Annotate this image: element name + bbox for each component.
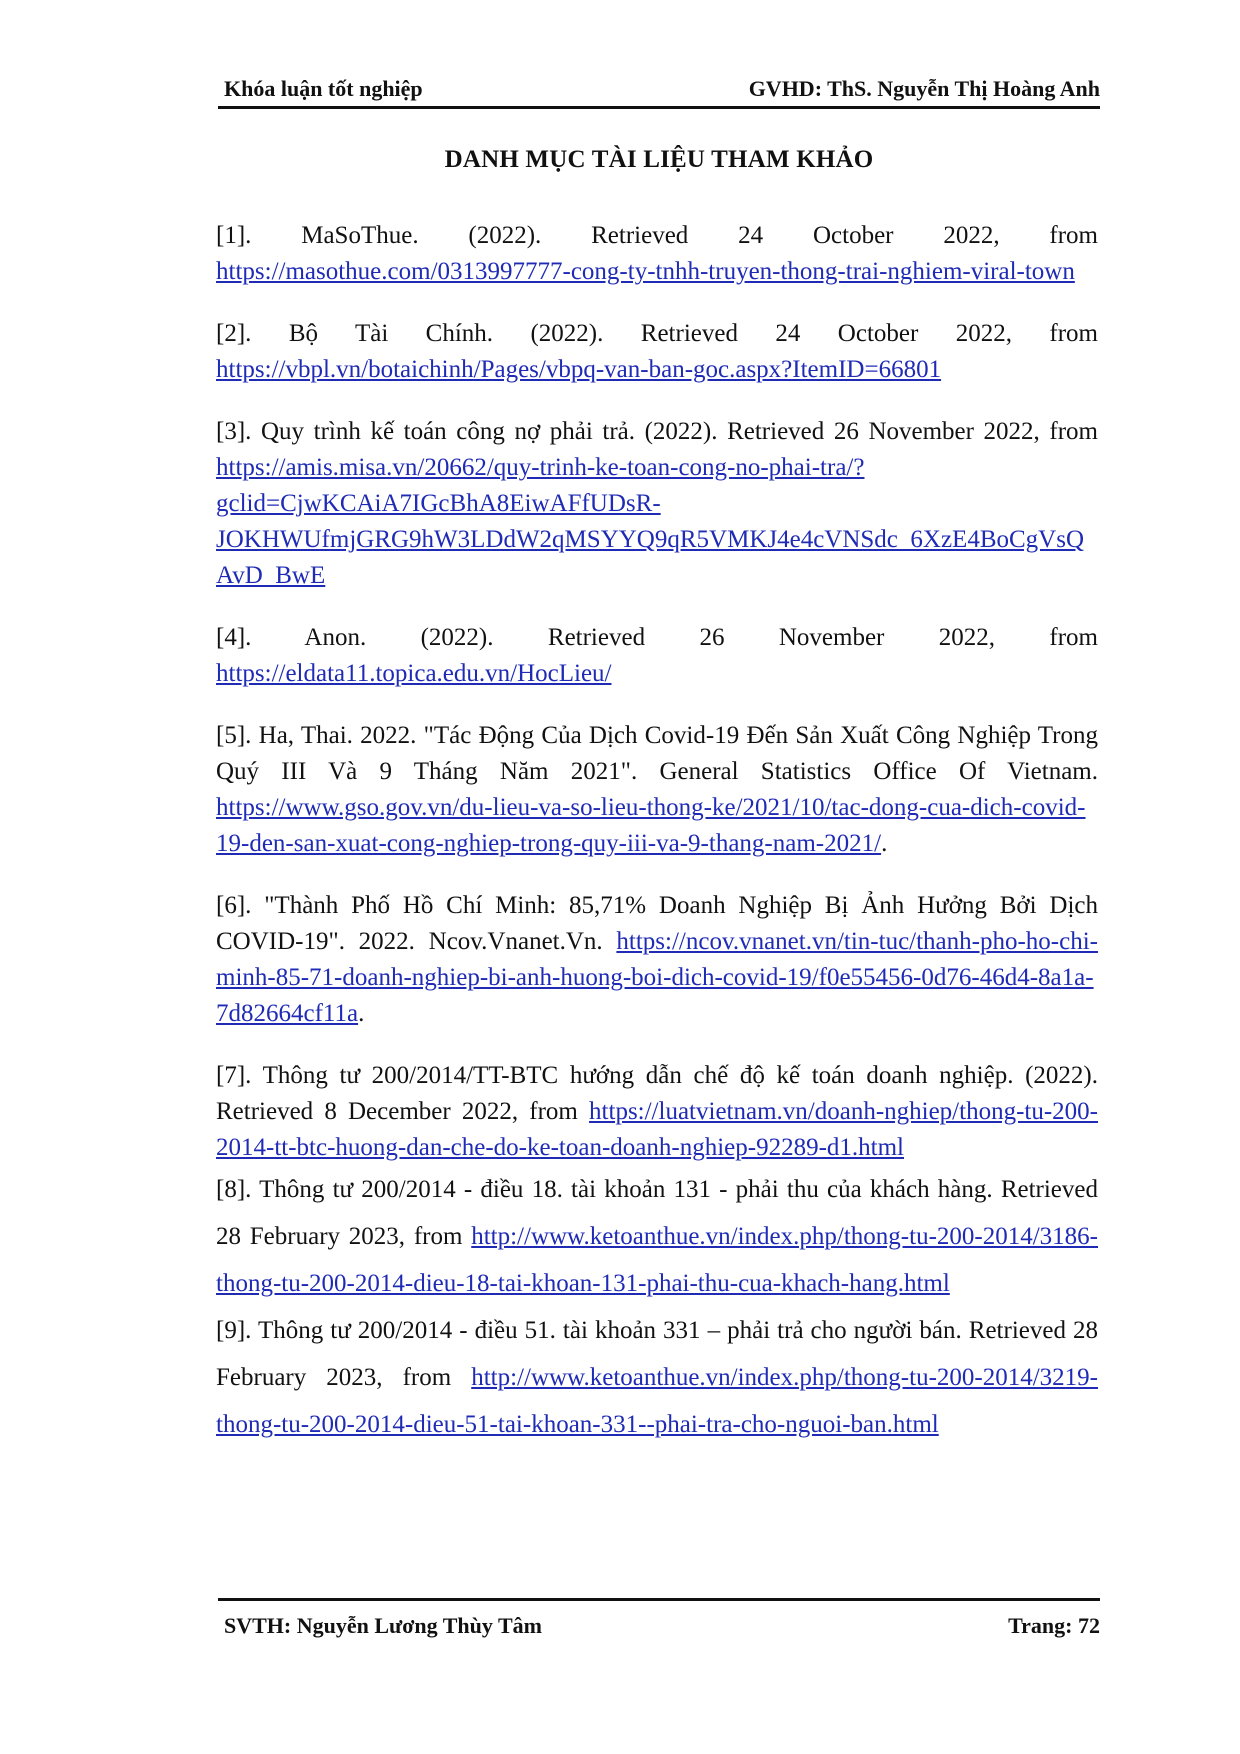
reference-text: [5]. Ha, Thai. 2022. "Tác Động Của Dịch Covid-19 Đến Sản Xuất Công Nghiệp Trong Quý III Và 9 Tháng Năm 2021". General Statistics Office Of Vietnam. <box>216 722 1098 785</box>
reference-item-9 <box>216 1307 1098 1448</box>
reference-text: [7]. Thông tư 200/2014/TT-BTC hướng dẫn chế độ kế toán doanh nghiệp. (2022). Retrieved 8 December 2022, from <box>216 1062 1098 1125</box>
reference-text: [4]. Anon. (2022). Retrieved 26 November 2022, from <box>216 624 1098 651</box>
reference-list <box>216 218 1098 1448</box>
header-advisor: GVHD: ThS. Nguyễn Thị Hoàng Anh <box>748 76 1100 101</box>
reference-item-6 <box>216 888 1098 1032</box>
reference-link[interactable]: https://ncov.vnanet.vn/tin-tuc/thanh-pho-ho-chi-minh-85-71-doanh-nghiep-bi-anh-huong-boi-dich-covid-19/f0e55456-0d76-46d4-8a1a-7d82664cf11a <box>216 928 1098 1027</box>
page-footer <box>218 1598 1100 1641</box>
page-number: Trang: 72 <box>1008 1613 1100 1638</box>
reference-item-4 <box>216 620 1098 692</box>
reference-link[interactable]: http://www.ketoanthue.vn/index.php/thong-tu-200-2014/3186-thong-tu-200-2014-dieu-18-tai-khoan-131-phai-thu-cua-khach-hang.html <box>216 1223 1098 1297</box>
reference-text: [2]. Bộ Tài Chính. (2022). Retrieved 24 October 2022, from <box>216 320 1098 347</box>
reference-tail: . <box>358 1000 365 1027</box>
reference-tail: . <box>881 830 888 857</box>
reference-link[interactable]: https://vbpl.vn/botaichinh/Pages/vbpq-van-ban-goc.aspx?ItemID=66801 <box>216 356 942 383</box>
reference-item-1 <box>216 218 1098 290</box>
header-thesis-label: Khóa luận tốt nghiệp <box>224 76 423 101</box>
reference-link[interactable]: https://eldata11.topica.edu.vn/HocLieu/ <box>216 660 612 687</box>
reference-item-5 <box>216 718 1098 862</box>
reference-text: [6]. "Thành Phố Hồ Chí Minh: 85,71% Doanh Nghiệp Bị Ảnh Hưởng Bởi Dịch COVID-19". 2022. Ncov.Vnanet.Vn. <box>216 892 1098 955</box>
reference-link[interactable]: https://www.gso.gov.vn/du-lieu-va-so-lieu-thong-ke/2021/10/tac-dong-cua-dich-covid-19-den-san-xuat-cong-nghiep-trong-quy-iii-va-9-thang-nam-2021/ <box>216 794 1086 857</box>
reference-text: [1]. MaSoThue. (2022). Retrieved 24 October 2022, from <box>216 222 1098 249</box>
reference-item-3 <box>216 414 1098 594</box>
page-title: DANH MỤC TÀI LIỆU THAM KHẢO <box>444 146 874 173</box>
reference-link[interactable]: https://amis.misa.vn/20662/quy-trinh-ke-toan-cong-no-phai-tra/?gclid=CjwKCAiA7IGcBhA8EiwAFfUDsR-JOKHWUfmjGRG9hW3LDdW2qMSYYQ9qR5VMKJ4e4cVNSdc_6XzE4BoCgVsQAvD_BwE <box>216 454 1085 589</box>
footer-student: SVTH: Nguyễn Lương Thùy Tâm <box>224 1613 543 1638</box>
reference-text: [8]. Thông tư 200/2014 - điều 18. tài khoản 131 - phải thu của khách hàng. Retrieved 28 February 2023, from <box>216 1176 1098 1250</box>
reference-text: [3]. Quy trình kế toán công nợ phải trả. (2022). Retrieved 26 November 2022, from <box>216 418 1098 445</box>
reference-item-2 <box>216 316 1098 388</box>
reference-text: [9]. Thông tư 200/2014 - điều 51. tài khoản 331 – phải trả cho người bán. Retrieved 28 February 2023, from <box>216 1317 1098 1391</box>
reference-link[interactable]: https://masothue.com/0313997777-cong-ty-tnhh-truyen-thong-trai-nghiem-viral-town <box>216 258 1075 285</box>
reference-link[interactable]: http://www.ketoanthue.vn/index.php/thong-tu-200-2014/3219-thong-tu-200-2014-dieu-51-tai-khoan-331--phai-tra-cho-nguoi-ban.html <box>216 1364 1098 1438</box>
reference-link[interactable]: https://luatvietnam.vn/doanh-nghiep/thong-tu-200-2014-tt-btc-huong-dan-che-do-ke-toan-doanh-nghiep-92289-d1.html <box>216 1098 1098 1161</box>
reference-item-7 <box>216 1058 1098 1166</box>
reference-item-8 <box>216 1166 1098 1307</box>
page-header <box>218 70 1100 109</box>
